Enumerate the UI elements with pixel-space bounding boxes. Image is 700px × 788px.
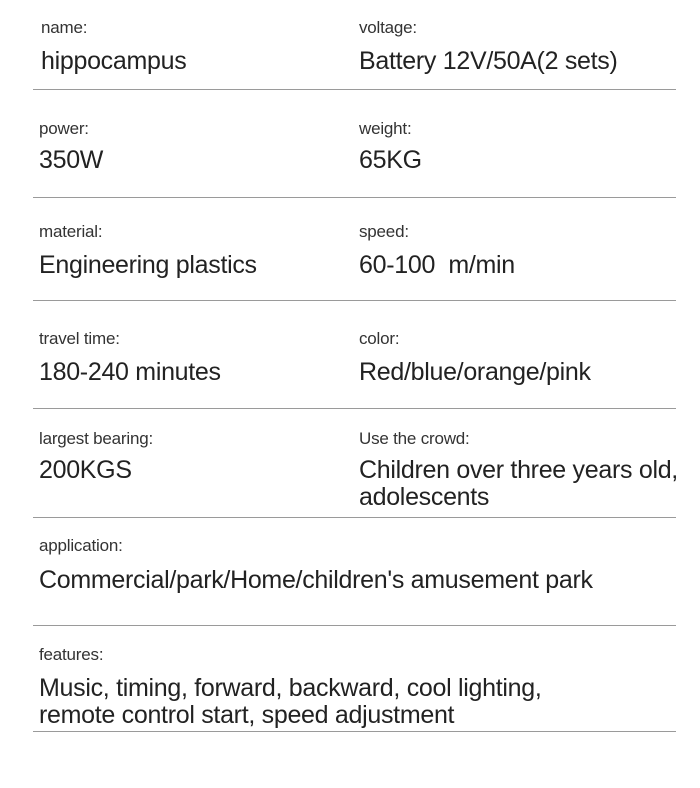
spec-label: Use the crowd:: [359, 429, 470, 448]
spec-label: speed:: [359, 222, 409, 241]
spec-use-the-crowd: [359, 429, 678, 511]
spec-speed: [359, 222, 515, 279]
spec-label: material:: [39, 222, 103, 241]
spec-voltage: [359, 18, 618, 75]
spec-value: hippocampus: [41, 47, 187, 75]
spec-label: travel time:: [39, 329, 120, 348]
row-divider: [33, 408, 676, 409]
spec-label: color:: [359, 329, 400, 348]
spec-value: 180-240 minutes: [39, 358, 221, 386]
spec-label: name:: [41, 18, 88, 37]
spec-value: 350W: [39, 146, 104, 174]
spec-value: Commercial/park/Home/children's amusement park: [39, 566, 593, 594]
spec-value-line: adolescents: [359, 483, 490, 511]
row-divider: [33, 517, 676, 518]
row-divider: [33, 625, 676, 626]
spec-value: Engineering plastics: [39, 251, 257, 279]
spec-travel-time: [39, 329, 221, 386]
spec-largest-bearing: [39, 429, 153, 484]
spec-label: largest bearing:: [39, 429, 153, 448]
spec-label: voltage:: [359, 18, 417, 37]
spec-label: power:: [39, 119, 89, 138]
spec-value: Red/blue/orange/pink: [359, 358, 591, 386]
spec-weight: [359, 119, 422, 174]
spec-value: 60-100 m/min: [359, 251, 515, 279]
spec-label: weight:: [359, 119, 412, 138]
spec-name: [41, 18, 186, 75]
spec-application: [39, 536, 593, 594]
spec-features: [39, 645, 541, 729]
spec-value-line: remote control start, speed adjustment: [39, 701, 455, 729]
row-divider: [33, 731, 676, 732]
spec-color: [359, 329, 591, 386]
spec-value-line: Music, timing, forward, backward, cool lighting,: [39, 674, 542, 702]
spec-material: [39, 222, 257, 279]
spec-value: 200KGS: [39, 456, 132, 484]
spec-label: application:: [39, 536, 123, 555]
spec-label: features:: [39, 645, 104, 664]
row-divider: [33, 197, 676, 198]
spec-power: [39, 119, 103, 174]
row-divider: [33, 300, 676, 301]
spec-value-line: Children over three years old,: [359, 456, 678, 484]
spec-value: Battery 12V/50A(2 sets): [359, 47, 618, 75]
row-divider: [33, 89, 676, 90]
spec-value: 65KG: [359, 146, 422, 174]
